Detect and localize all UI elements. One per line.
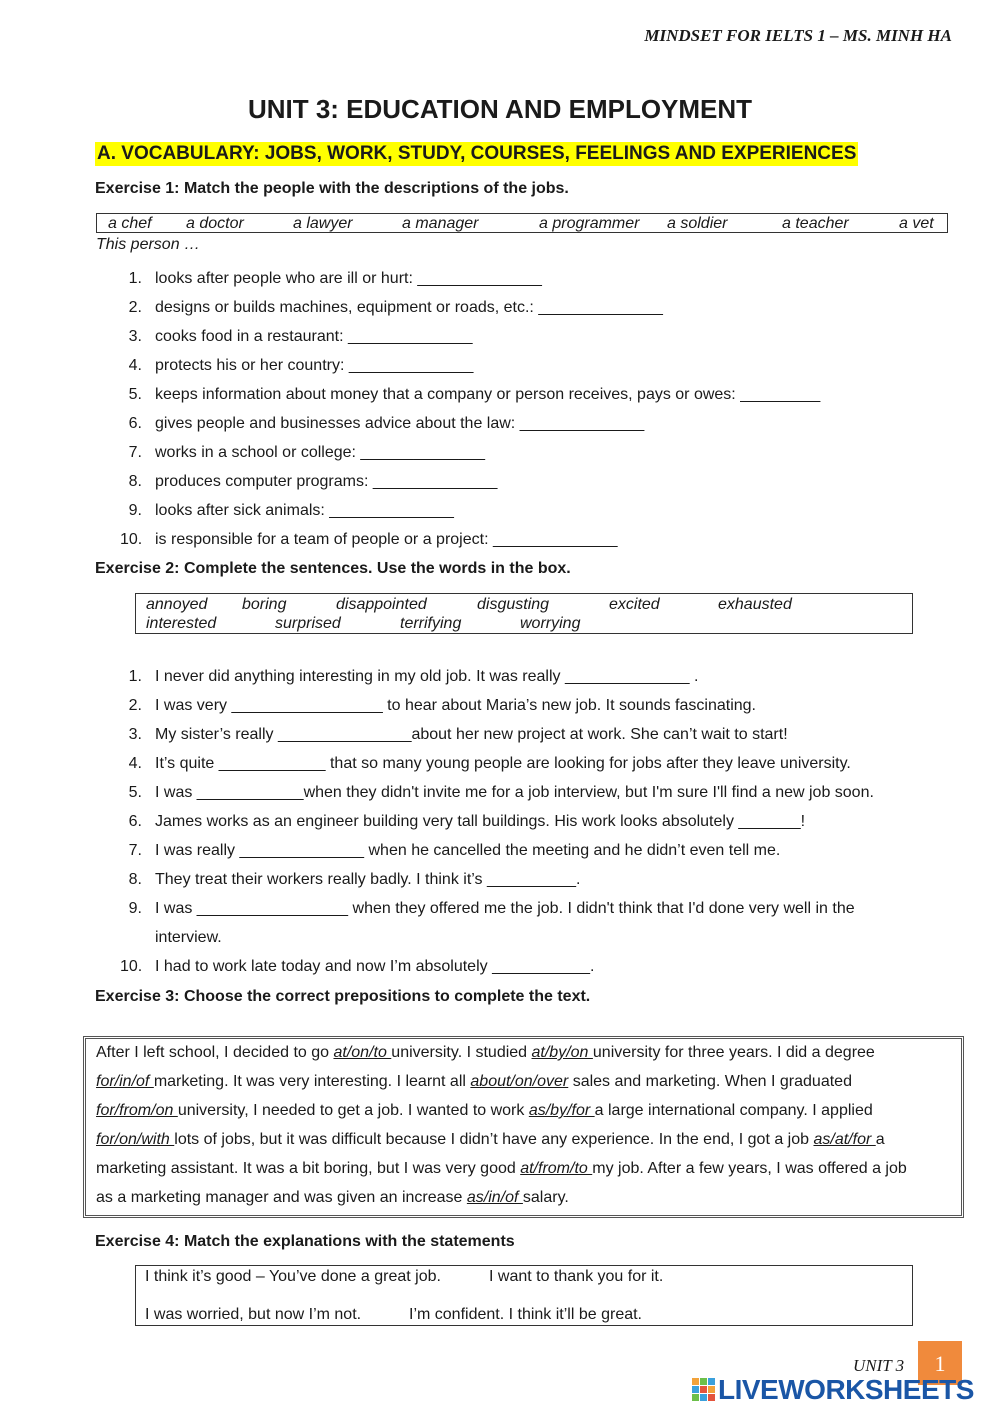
word-box-item: terrifying: [400, 615, 462, 632]
exercise-2-word-box: [135, 593, 913, 634]
exercise-1-lead: This person …: [96, 236, 201, 253]
exercise-4-statement-box: [135, 1265, 913, 1326]
preposition-choice[interactable]: as/in/of: [466, 1189, 523, 1206]
preposition-choice[interactable]: about/on/over: [470, 1073, 569, 1090]
preposition-choice[interactable]: at/from/to: [520, 1160, 593, 1177]
preposition-choice[interactable]: for/in/of: [96, 1073, 154, 1090]
liveworksheets-logo-icon: [692, 1378, 716, 1402]
preposition-choice[interactable]: as/at/for: [813, 1131, 876, 1148]
paragraph-line: marketing assistant. It was a bit boring, but I was very good at/from/to my job. After a few years, I was offered a job: [96, 1160, 907, 1177]
preposition-choice[interactable]: at/by/on: [531, 1044, 593, 1061]
paragraph-line: for/from/on university, I needed to get a job. I wanted to work as/by/for a large international company. I applied: [96, 1102, 873, 1119]
paragraph-line: for/on/with lots of jobs, but it was difficult because I didn’t have any experience. In the end, I got a job as/at/for a: [96, 1131, 885, 1148]
brand-name: LIVEWORKSHEETS: [718, 1374, 974, 1405]
word-box-item: a doctor: [186, 215, 244, 232]
preposition-choice[interactable]: for/on/with: [96, 1131, 175, 1148]
word-box-item: a soldier: [667, 215, 728, 232]
statement: I’m confident. I think it’ll be great.: [409, 1306, 642, 1323]
word-box-item: disgusting: [477, 596, 550, 613]
word-box-item: exhausted: [718, 596, 792, 613]
exercise-3-heading: Exercise 3: Choose the correct prepositions to complete the text.: [95, 988, 591, 1005]
word-box-item: a vet: [899, 215, 934, 232]
word-box-item: a chef: [108, 215, 152, 232]
page-number-badge: 1: [918, 1341, 962, 1385]
word-box-item: annoyed: [146, 596, 208, 613]
word-box-item: a programmer: [539, 215, 640, 232]
word-box-item: worrying: [520, 615, 581, 632]
header-running-title: MINDSET FOR IELTS 1 – MS. MINH HA: [644, 26, 952, 45]
exercise-2-heading: Exercise 2: Complete the sentences. Use the words in the box.: [95, 560, 571, 577]
exercise-1-word-box: [96, 213, 948, 233]
statement: I was worried, but now I’m not.: [145, 1306, 362, 1323]
exercise-1-heading: Exercise 1: Match the people with the descriptions of the jobs.: [95, 180, 569, 197]
preposition-choice[interactable]: for/from/on: [96, 1102, 178, 1119]
word-box-item: a lawyer: [293, 215, 353, 232]
paragraph-line: After I left school, I decided to go at/on/to university. I studied at/by/on university for three years. I did a degree: [96, 1044, 875, 1061]
page-title: UNIT 3: EDUCATION AND EMPLOYMENT: [247, 94, 753, 124]
statement: I think it’s good – You’ve done a great job.: [145, 1268, 441, 1285]
exercise-3-text-box: [83, 1036, 964, 1218]
word-box-item: a manager: [402, 215, 479, 232]
footer-unit-label: UNIT 3: [853, 1356, 905, 1375]
preposition-choice[interactable]: as/by/for: [528, 1102, 595, 1119]
statement: I want to thank you for it.: [489, 1268, 664, 1285]
section-a-heading: A. VOCABULARY: JOBS, WORK, STUDY, COURSES, FEELINGS AND EXPERIENCES: [97, 143, 857, 164]
word-box-item: boring: [242, 596, 287, 613]
exercise-4-heading: Exercise 4: Match the explanations with the statements: [95, 1233, 515, 1250]
word-box-item: disappointed: [336, 596, 427, 613]
paragraph-line: for/in/of marketing. It was very interesting. I learnt all about/on/over sales and marketing. When I graduated: [96, 1073, 852, 1090]
preposition-choice[interactable]: at/on/to: [333, 1044, 392, 1061]
word-box-item: excited: [609, 596, 660, 613]
word-box-item: interested: [146, 615, 217, 632]
word-box-item: surprised: [275, 615, 341, 632]
paragraph-line: as a marketing manager and was given an increase as/in/of salary.: [96, 1189, 569, 1206]
word-box-item: a teacher: [782, 215, 849, 232]
